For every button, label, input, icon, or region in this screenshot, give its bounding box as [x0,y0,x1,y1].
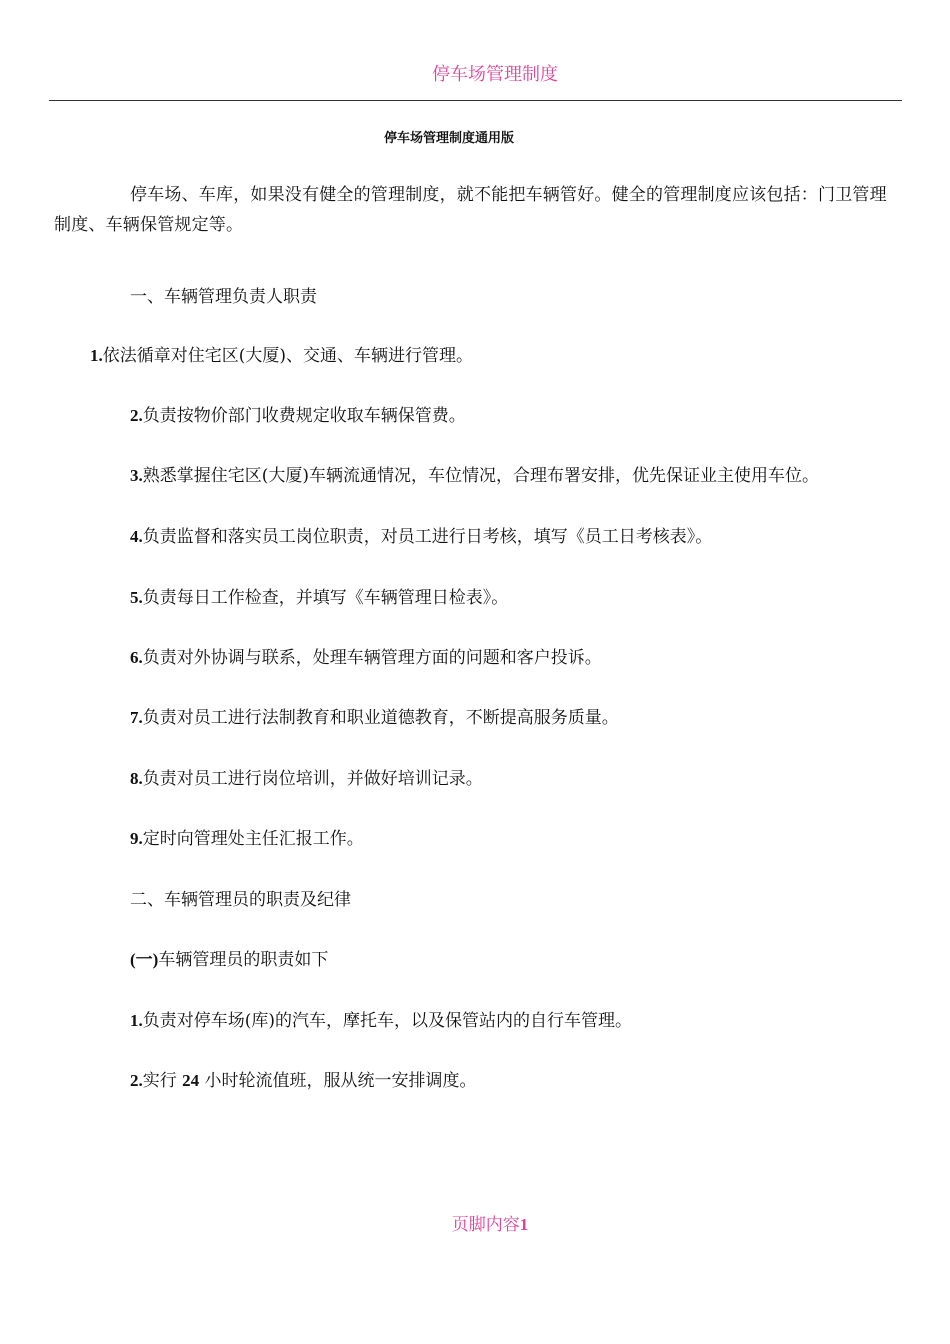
subheading-number: (一) [130,950,159,969]
item-text: 负责按物价部门收费规定收取车辆保管费。 [142,406,466,426]
page-footer [0,1210,950,1235]
item-number: 9. [130,829,143,848]
item-text: 熟悉掌握住宅区(大厦)车辆流通情况，车位情况，合理布署安排，优先保证业主使用车位。 [142,466,820,486]
item-text: 负责对停车场(库)的汽车，摩托车，以及保管站内的自行车管理。 [142,1011,633,1031]
item-text: 负责每日工作检查，并填写《车辆管理日检表》。 [142,588,509,608]
item-text: 负责对外协调与联系，处理车辆管理方面的问题和客户投诉。 [142,648,602,668]
header-divider [49,100,902,101]
section2-item-2 [130,1069,477,1093]
item-number: 2. [130,1071,143,1090]
item-number: 5. [130,588,143,607]
document-title: 停车场管理制度通用版 [383,131,514,146]
item-number: 1. [130,1011,143,1030]
section1-item-7 [130,706,619,730]
item-text: 负责对员工进行法制教育和职业道德教育，不断提高服务质量。 [142,708,619,728]
section2-subheading [130,948,328,972]
item-text: 负责对员工进行岗位培训，并做好培训记录。 [142,769,483,789]
item-number: 2. [130,406,143,425]
item-number: 7. [130,708,143,727]
item-text: 依法循章对住宅区(大厦)、交通、车辆进行管理。 [102,346,474,366]
section1-item-6 [130,646,602,670]
section1-item-1 [90,344,473,368]
section1-item-8 [130,767,483,791]
item-text: 定时向管理处主任汇报工作。 [142,829,364,849]
item-number: 8. [130,769,143,788]
footer-label: 页脚内容 [451,1215,520,1235]
section1-item-5 [130,586,508,610]
item-text-a: 实行 [142,1071,183,1091]
item-text: 负责监督和落实员工岗位职责，对员工进行日考核，填写《员工日考核表》。 [142,527,713,547]
intro-paragraph [54,180,899,240]
subheading-text: 车辆管理员的职责如下 [158,950,329,970]
page-header-title: 停车场管理制度 [432,64,558,85]
item-number: 3. [130,466,143,485]
footer-page-number: 1 [519,1215,529,1234]
section1-item-2 [130,404,466,428]
section1-item-3 [130,464,819,488]
section2-heading: 二、车辆管理员的职责及纪律 [130,890,351,910]
section1-heading: 一、车辆管理负责人职责 [130,287,317,307]
item-text-b: 小时轮流值班，服从统一安排调度。 [199,1071,477,1091]
item-number: 4. [130,527,143,546]
item-text-bold: 24 [182,1071,200,1090]
section1-item-4 [130,525,712,549]
intro-text: 停车场、车库，如果没有健全的管理制度，就不能把车辆管好。健全的管理制度应该包括：门卫管理制度、车辆保管规定等。 [54,185,887,235]
item-number: 1. [90,346,103,365]
section2-item-1 [130,1009,632,1033]
section1-item-9 [130,827,364,851]
item-number: 6. [130,648,143,667]
